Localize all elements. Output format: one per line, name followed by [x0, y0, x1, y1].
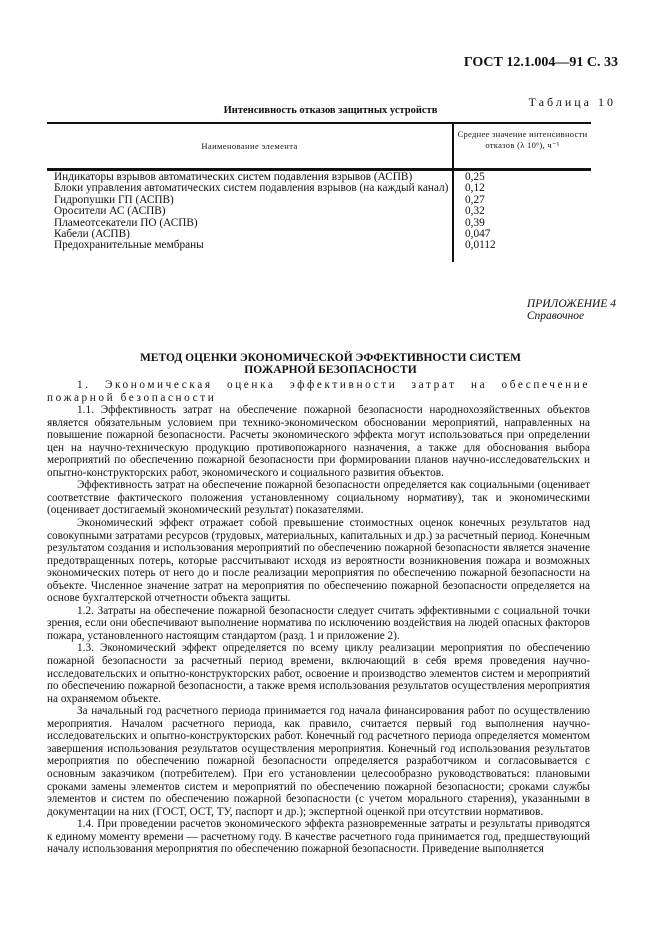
element-name: Пламеотсекатели ПО (АСПВ): [54, 216, 198, 229]
appendix-type: Справочное: [526, 310, 585, 322]
appendix-number: ПРИЛОЖЕНИЕ 4: [526, 298, 616, 310]
element-name: Предохранительные мембраны: [54, 239, 204, 252]
element-name: Гидропушки ГП (АСПВ): [54, 193, 174, 206]
element-name: Оросители АС (АСПВ): [54, 205, 166, 218]
failure-rate-value: 0,32: [465, 205, 485, 218]
column-header-value: Среднее значение интенсивности отказов (λ 10⁶), ч⁻¹: [457, 129, 588, 150]
table-row: [47, 206, 591, 217]
paragraph: 1.2. Затраты на обеспечение пожарной безопасности следует считать эффективными с социальной точки зрения, если они обеспечивают выполнение норматива по исключению воздействия на людей опасных факторов пожара, установленного настоящим стандартом (разд. 1 и приложение 2).: [47, 604, 590, 642]
section-title-line: ПОЖАРНОЙ БЕЗОПАСНОСТИ: [244, 364, 417, 376]
table-body: [47, 172, 591, 252]
section-title-line: МЕТОД ОЦЕНКИ ЭКОНОМИЧЕСКОЙ ЭФФЕКТИВНОСТИ СИСТЕМ: [139, 352, 522, 364]
table-row: [47, 240, 591, 251]
paragraph: За начальный год расчетного периода принимается год начала финансирования работ по осуществлению мероприятия. Началом расчетного периода, как правило, считается первый год выполнения научно-исследовательских и опытно-конструкторских работ. Конечный год расчетного периода определяется моментом завершения использования результатов осуществления мероприятия. Конечный год использования результатов мероприятия по обеспечению пожарной безопасности определяется разработчиком и согласовывается с основным заказчиком (потребителем). При его установлении целесообразно руководствоваться: плановыми сроками замены элементов систем и мероприятий по обеспечению пожарной безопасности; сроками службы элементов и систем по обеспечению пожарной безопасности (с учетом морального старения), указанными в документации на них (ГОСТ, ОСТ, ТУ, паспорт и др.); экспертной оценкой при отсутствии нормативов.: [47, 705, 590, 818]
failure-rate-value: 0,047: [465, 228, 491, 241]
failure-rate-value: 0,12: [465, 182, 485, 195]
failure-rate-value: 0,25: [465, 171, 485, 183]
failure-rate-value: 0,27: [465, 193, 485, 206]
section-title: [0, 352, 661, 376]
table-title: Интенсивность отказов защитных устройств: [223, 105, 438, 116]
paragraph: 1.3. Экономический эффект определяется по всему циклу реализации мероприятия по обеспечению пожарной безопасности за расчетный период времени, включающий в себя время проведения научно-исследовательских и опытно-конструкторских работ, освоение и производство элементов систем и мероприятий по обеспечению пожарной безопасности, а также время использования результатов осуществления мероприятия на охраняемом объекте.: [47, 642, 590, 705]
failure-rate-value: 0,0112: [465, 239, 496, 252]
paragraph: Экономический эффект отражает собой превышение стоимостных оценок конечных результатов над совокупными затратами ресурсов (трудовых, материальных, капитальных и др.) за расчетный период. Конечным результатом создания и использования мероприятий по обеспечению пожарной безопасности является значение предотвращенных потерь, которые рассчитывают исходя из вероятности возникновения пожара и возможных экономических потерь от него до и после реализации мероприятия по обеспечению пожарной безопасности на объекте. Численное значение затрат на мероприятия по обеспечению пожарной безопасности определяется на основе бухгалтерской отчетности объекта защиты.: [47, 517, 590, 605]
column-header-name: Наименование элемента: [201, 141, 298, 151]
table-number: Таблица 10: [528, 95, 616, 109]
subsection-heading: 1. Экономическая оценка эффективности затрат на обеспечение пожарной безопасности: [47, 379, 590, 404]
body-text: [47, 379, 590, 856]
element-name: Кабели (АСПВ): [54, 228, 130, 241]
page-header: ГОСТ 12.1.004—91 С. 33: [463, 55, 618, 70]
element-name: Блоки управления автоматических систем подавления взрывов (на каждый канал): [54, 182, 449, 195]
table-top-rule: [47, 122, 591, 124]
paragraph: Эффективность затрат на обеспечение пожарной безопасности определяется как социальными (оценивает соответствие фактического положения установленному социальному нормативу), так и экономическими (оценивает достигаемый экономический результат) показателями.: [47, 479, 590, 517]
appendix-label: [527, 298, 616, 322]
paragraph: 1.4. При проведении расчетов экономического эффекта разновременные затраты и результаты приводятся к единому моменту времени — расчетному году. В качестве расчетного года принимается год, предшествующий началу использования мероприятия по обеспечению пожарной безопасности. Приведение выполняется: [47, 818, 590, 856]
paragraph: 1.1. Эффективность затрат на обеспечение пожарной безопасности народнохозяйственных объектов является обязательным условием при технико-экономическом обосновании мероприятий, направленных на повышение пожарной безопасности. Расчеты экономического эффекта могут использоваться при определении цен на научно-техническую продукцию противопожарного назначения, а также для обоснования выбора мероприятий по обеспечению пожарной безопасности при формировании планов научно-исследовательских и опытно-конструкторских работ, экономического и социального развития объектов.: [47, 404, 590, 479]
failure-rate-value: 0,39: [465, 216, 485, 229]
element-name: Индикаторы взрывов автоматических систем подавления взрывов (АСПВ): [54, 171, 413, 183]
